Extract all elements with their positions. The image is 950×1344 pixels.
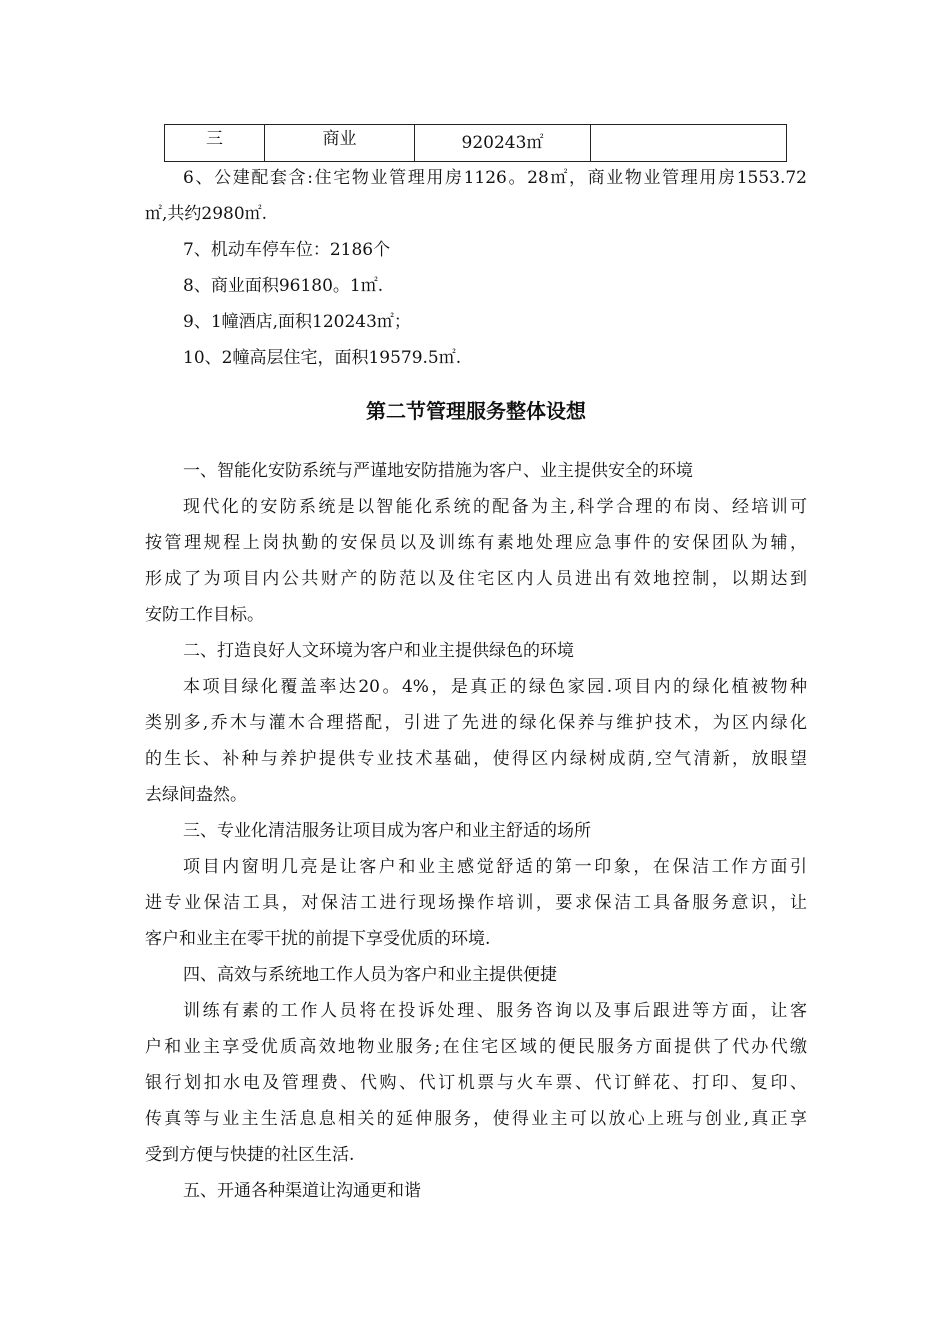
paragraph-line: 安防工作目标。: [145, 605, 264, 625]
paragraph-line: 项目内窗明几亮是让客户和业主感觉舒适的第一印象，在保洁工作方面引: [183, 857, 807, 877]
list-item: 6、公建配套含:住宅物业管理用房1126。28㎡，商业物业管理用房1553.72: [183, 168, 807, 188]
table-cell-type: 商业: [265, 125, 415, 162]
paragraph-line: 的生长、补种与养护提供专业技术基础，使得区内绿树成荫,空气清新，放眼望: [145, 749, 807, 769]
subheading: 五、开通各种渠道让沟通更和谐: [183, 1181, 421, 1201]
paragraph-line: 受到方便与快捷的社区生活.: [145, 1145, 355, 1165]
paragraph-line: 户和业主享受优质高效地物业服务;在住宅区域的便民服务方面提供了代办代缴: [145, 1037, 807, 1057]
table-row: [165, 125, 787, 162]
paragraph-line: 传真等与业主生活息息相关的延伸服务，使得业主可以放心上班与创业,真正享: [145, 1109, 807, 1129]
section-body: [145, 453, 807, 1209]
paragraph-line: 训练有素的工作人员将在投诉处理、服务咨询以及事后跟进等方面，让客: [183, 1001, 807, 1021]
paragraph-line: 本项目绿化覆盖率达20。4%，是真正的绿色家园.项目内的绿化植被物种: [183, 677, 807, 697]
paragraph-line: 按管理规程上岗执勤的安保员以及训练有素地处理应急事件的安保团队为辅，: [145, 533, 807, 553]
paragraph-line: 银行划扣水电及管理费、代购、代订机票与火车票、代订鲜花、打印、复印、: [145, 1073, 807, 1093]
subheading: 四、高效与系统地工作人员为客户和业主提供便捷: [183, 965, 557, 985]
subheading: 三、专业化清洁服务让项目成为客户和业主舒适的场所: [183, 821, 591, 841]
table-cell-area: 920243㎡: [415, 125, 591, 162]
list-item: 9、1幢酒店,面积120243㎡；: [183, 312, 411, 332]
paragraph-line: 类别多,乔木与灌木合理搭配，引进了先进的绿化保养与维护技术，为区内绿化: [145, 713, 807, 733]
area-table: [164, 124, 787, 162]
project-items: [145, 160, 807, 376]
paragraph-line: 进专业保洁工具，对保洁工进行现场操作培训，要求保洁工具备服务意识，让: [145, 893, 807, 913]
section-title: 第二节管理服务整体设想: [366, 399, 586, 423]
paragraph-line: 形成了为项目内公共财产的防范以及住宅区内人员进出有效地控制，以期达到: [145, 569, 807, 589]
paragraph-line: 去绿间盎然。: [145, 785, 247, 805]
list-item: 8、商业面积96180。1㎡.: [183, 276, 384, 296]
paragraph-line: 现代化的安防系统是以智能化系统的配备为主,科学合理的布岗、经培训可: [183, 497, 807, 517]
subheading: 二、打造良好人文环境为客户和业主提供绿色的环境: [183, 641, 574, 661]
paragraph-line: 客户和业主在零干扰的前提下享受优质的环境.: [145, 929, 491, 949]
subheading: 一、智能化安防系统与严谨地安防措施为客户、业主提供安全的环境: [183, 461, 693, 481]
table-cell-index: 三: [165, 125, 265, 162]
list-item: 10、2幢高层住宅，面积19579.5㎡.: [183, 348, 462, 368]
table-cell-note: [591, 125, 787, 162]
list-item: ㎡,共约2980㎡.: [145, 204, 268, 224]
list-item: 7、机动车停车位：2186个: [183, 240, 391, 260]
